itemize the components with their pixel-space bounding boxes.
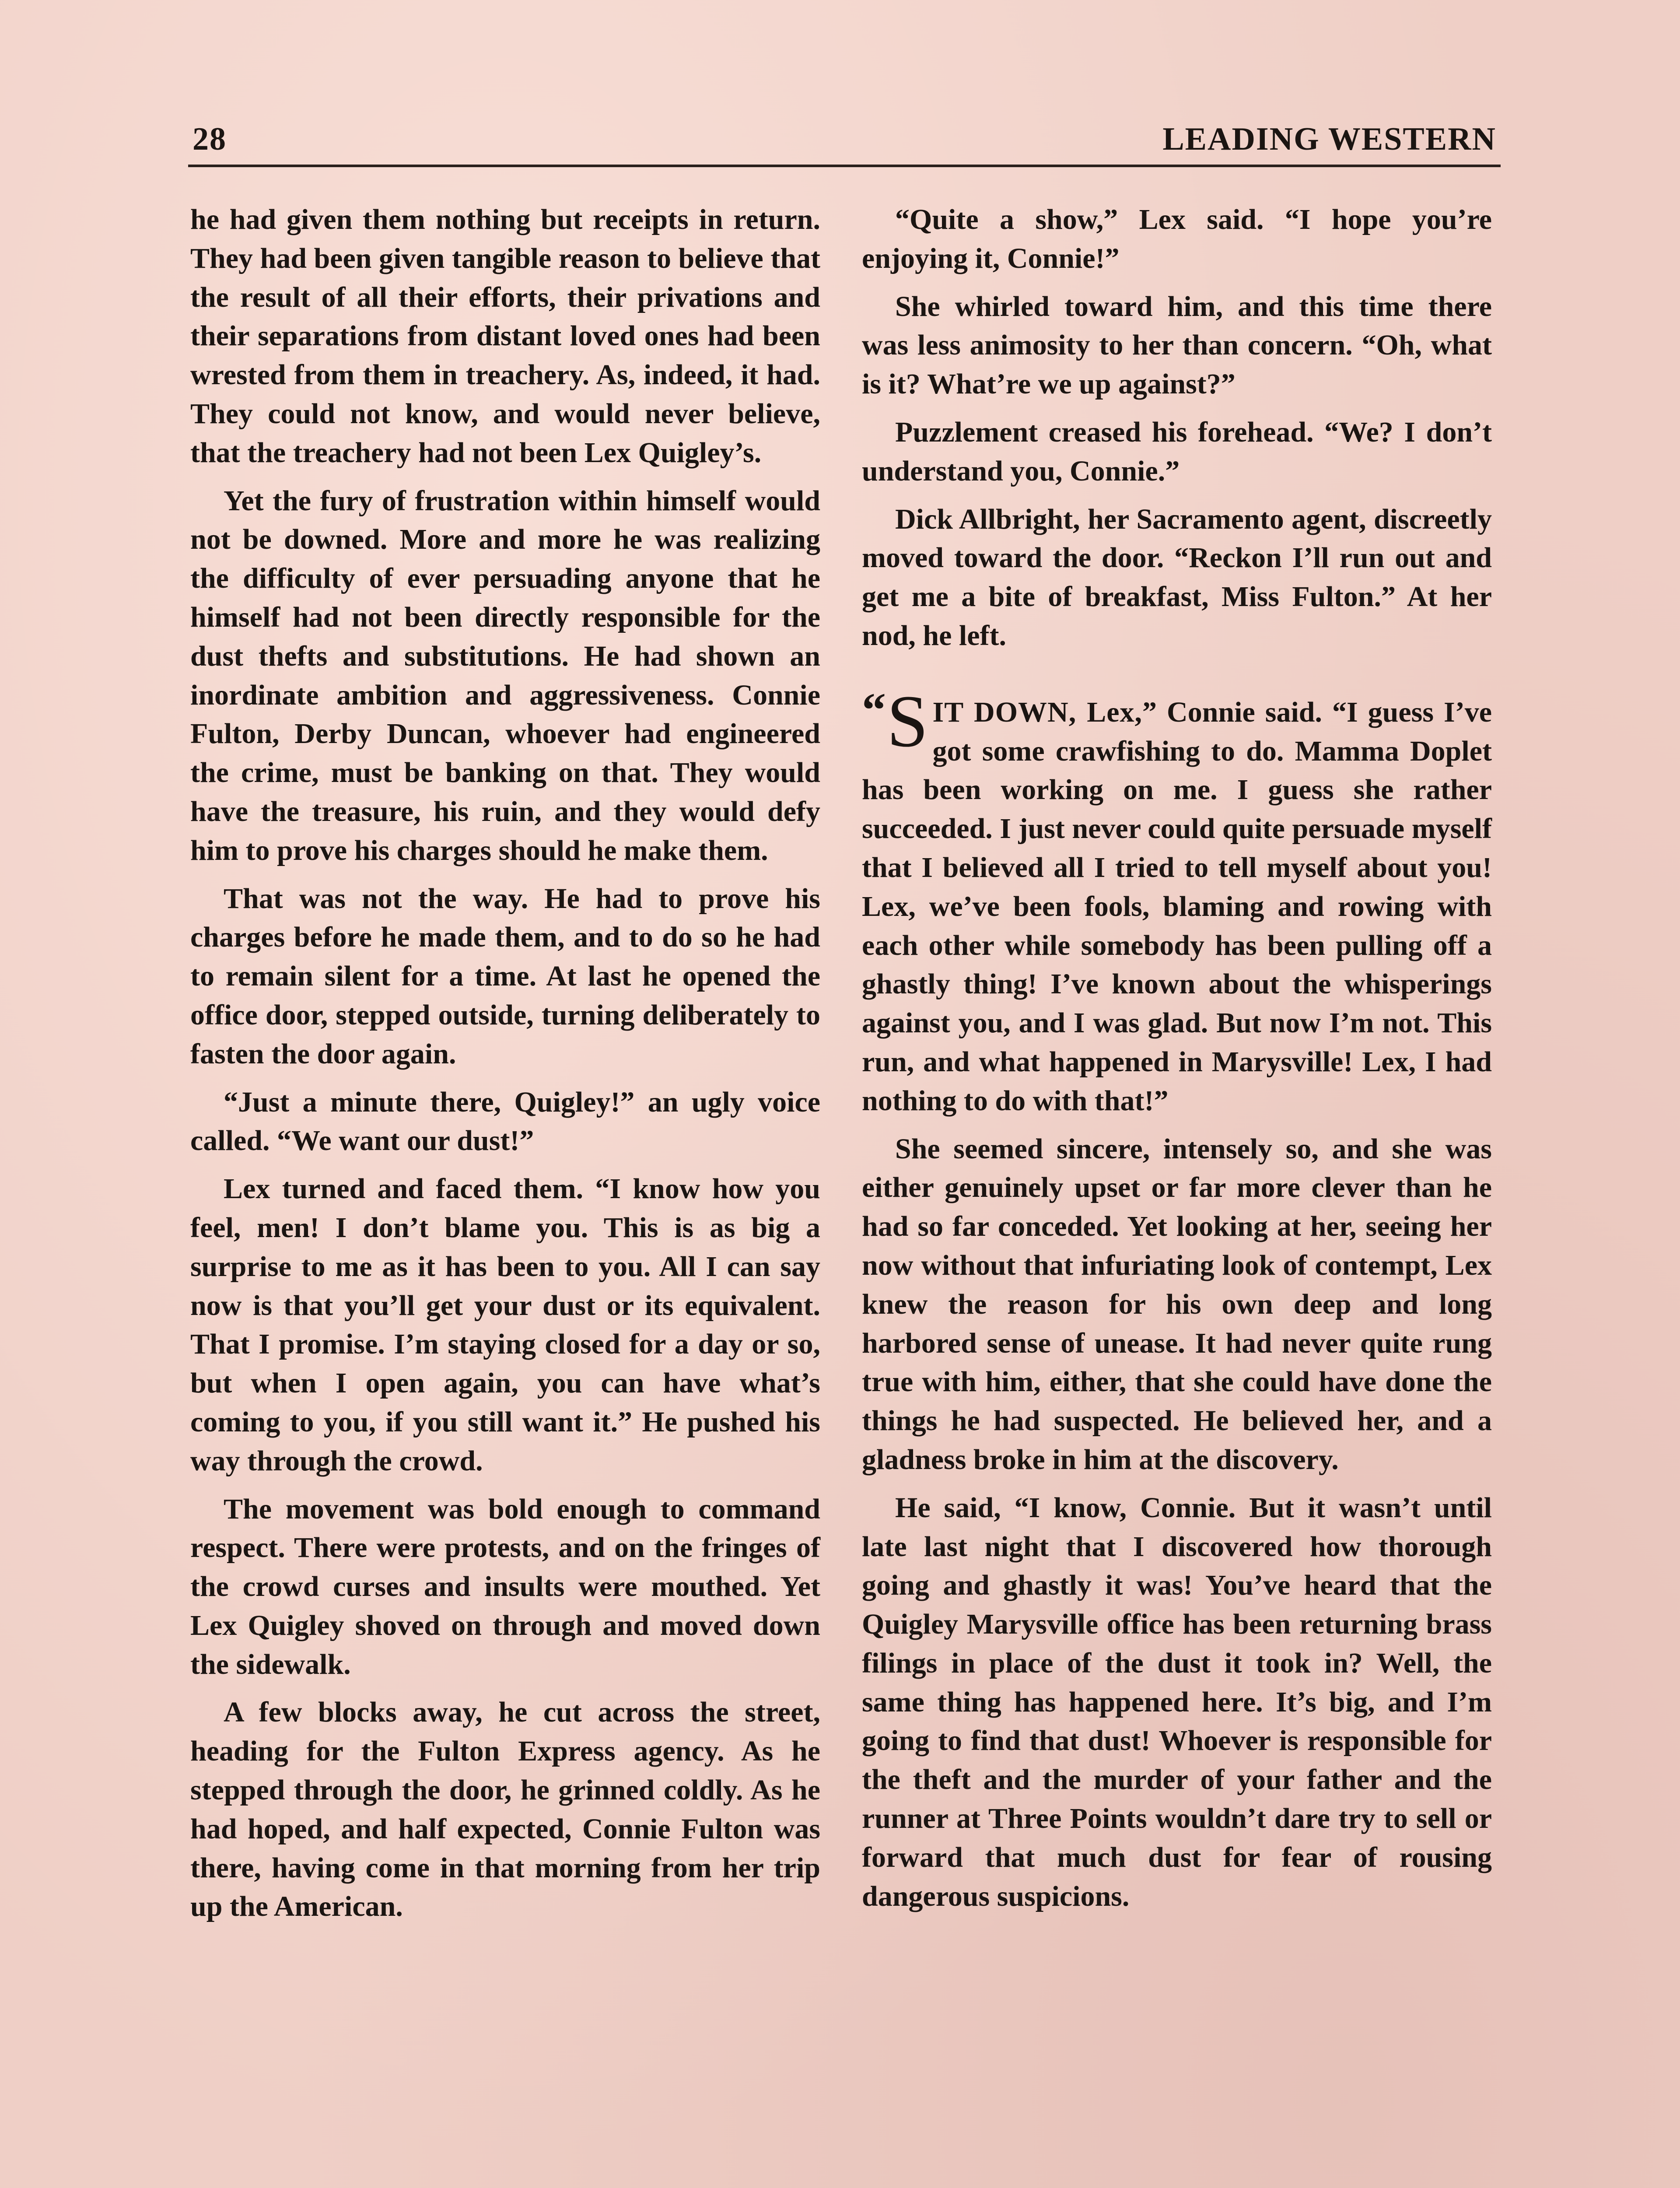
paragraph: That was not the way. He had to prove his charges before he made them, and to do so he had to remain silent for a time. At last he opened the office door, stepped outside, turning deliberately to fasten the door again. bbox=[190, 882, 820, 1070]
paragraph: he had given them nothing but receipts in return. They had been given tangible reason to believe that the result of all their efforts, their privations and their separations from distant loved ones had been wrested from them in treachery. As, indeed, it had. They could not know, and would never believe, that the treachery had not been Lex Quigley’s. bbox=[190, 203, 820, 469]
header-rule bbox=[188, 165, 1501, 167]
drop-cap-letter: S bbox=[887, 680, 928, 762]
paragraph: Yet the fury of frustration within himself would not be downed. More and more he was realizing the difficulty of ever persuading anyone that he himself had not been directly responsible for the dust thefts and substitutions. He had shown an inordinate ambition and aggressiveness. Connie Fulton, Derby Duncan, whoever had engineered the crime, must be banking on that. They would have the treasure, his ruin, and they would defy him to prove his charges should he make them. bbox=[190, 484, 820, 866]
section-rest-text: ” Connie said. “I guess I’ve got some crawfishing to do. Mamma Doplet has been working on me. I guess she rather succeeded. I just never could quite persuade myself that I believed all I tried to tell myself about you! Lex, we’ve been fools, blaming and rowing with each other while somebody has been pulling off a ghastly thing! I’ve known about the whisperings against you, and I was glad. But now I’m not. This run, and what happened in Marysville! Lex, I had nothing to do with that!” bbox=[862, 696, 1492, 1117]
paragraph: She seemed sincere, intensely so, and she was either genuinely upset or far more clever than he had so far conceded. Yet looking at her, seeing her now without that infuriating look of contempt, Lex knew the reason for his own deep and long harbored sense of unease. It had never quite rung true with him, either, that she could have done the things he had suspected. He believed her, and a gladness broke in him at the discovery. bbox=[862, 1133, 1492, 1476]
paragraph: She whirled toward him, and this time there was less animosity to her than concern. “Oh, what is it? What’re we up against?” bbox=[862, 290, 1492, 400]
paragraph: The movement was bold enough to command respect. There were protests, and on the fringes of the crowd curses and insults were mouthed. Yet Lex Quigley shoved on through and moved down the sidewalk. bbox=[190, 1493, 820, 1680]
paragraph: Lex turned and faced them. “I know how you feel, men! I don’t blame you. This is as big a surprise to me as it has been to you. All I can say now is that you’ll get your dust or its equivalent. That I promise. I’m staying closed for a day or so, but when I open again, you can have what’s coming to you, if you still want it.” He pushed his way through the crowd. bbox=[190, 1173, 820, 1477]
paragraph: “Just a minute there, Quigley!” an ugly voice called. “We want our dust!” bbox=[190, 1086, 820, 1157]
section-opening-paragraph bbox=[862, 680, 1492, 1121]
page-header bbox=[192, 121, 1496, 165]
left-column bbox=[190, 200, 820, 1936]
section-lead-text: IT DOWN, Lex, bbox=[932, 696, 1143, 728]
paragraph: A few blocks away, he cut across the street, heading for the Fulton Express agency. As he stepped through the door, he grinned coldly. As he had hoped, and half expected, Connie Fulton was there, having come in that morning from her trip up the American. bbox=[190, 1696, 820, 1923]
paragraph: Puzzlement creased his forehead. “We? I don’t understand you, Connie.” bbox=[862, 416, 1492, 487]
paragraph: “Quite a show,” Lex said. “I hope you’re enjoying it, Connie!” bbox=[862, 203, 1492, 274]
drop-cap-quote: “ bbox=[862, 683, 886, 736]
running-head: LEADING WESTERN bbox=[1162, 121, 1496, 157]
paragraph: Dick Allbright, her Sacramento agent, discreetly moved toward the door. “Reckon I’ll run out and get me a bite of breakfast, Miss Fulton.” At her nod, he left. bbox=[862, 503, 1492, 652]
drop-cap bbox=[862, 680, 928, 762]
page-number: 28 bbox=[192, 121, 227, 157]
paragraph: He said, “I know, Connie. But it wasn’t until late last night that I discovered how thorough going and ghastly it was! You’ve heard that the Quigley Marysville office has been returning brass filings in place of the dust it took in? Well, the same thing has happened here. It’s big, and I’m going to find that dust! Whoever is responsible for the theft and the murder of your father and the runner at Three Points wouldn’t dare try to sell or forward that much dust for fear of rousing dangerous suspicions. bbox=[862, 1491, 1492, 1912]
right-column bbox=[862, 200, 1492, 1925]
